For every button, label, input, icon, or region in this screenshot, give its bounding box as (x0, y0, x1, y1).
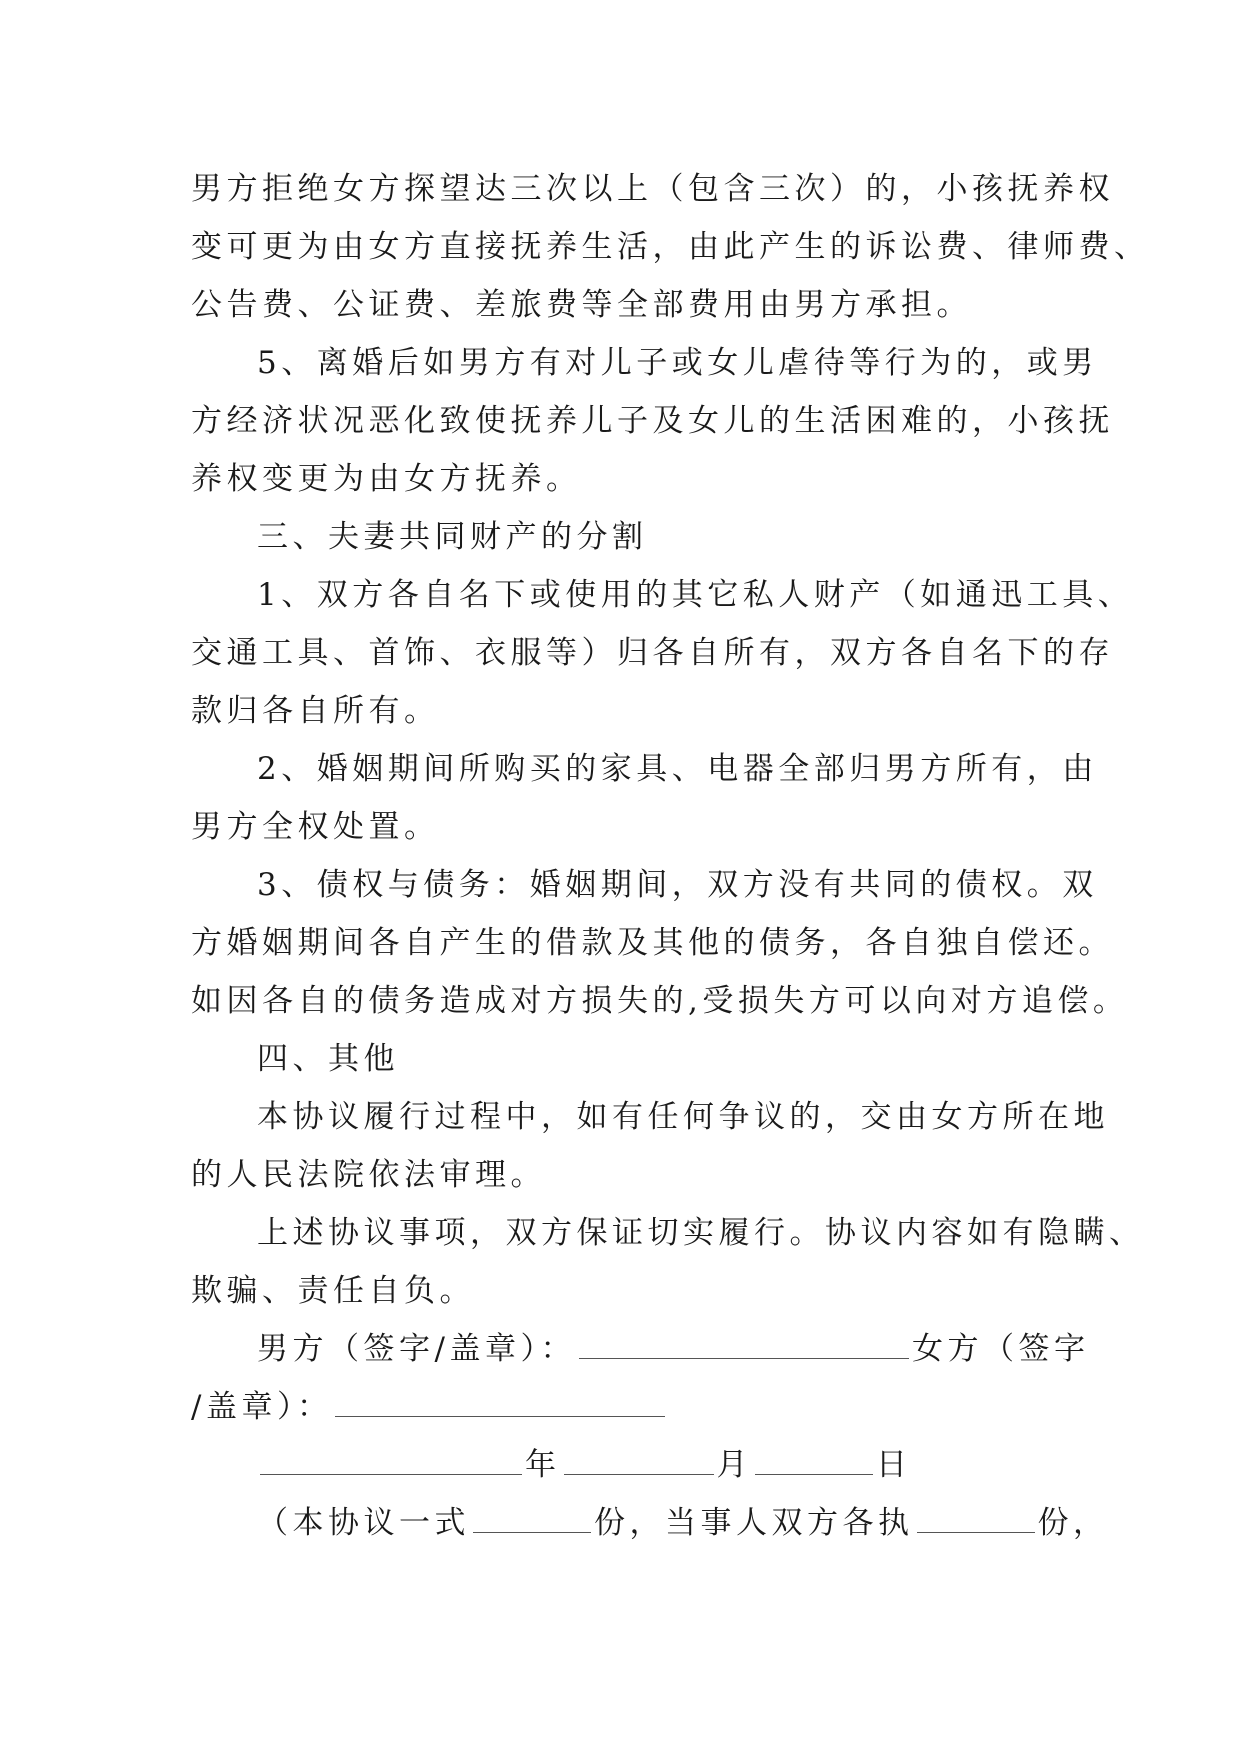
month-field[interactable] (564, 1440, 714, 1475)
female-signature-field[interactable] (335, 1382, 665, 1417)
copies-prefix: （本协议一式 (257, 1505, 470, 1541)
male-signature-field[interactable] (579, 1324, 909, 1359)
copies-line (191, 1494, 1109, 1552)
copies-middle: 份，当事人双方各执 (594, 1505, 914, 1541)
paragraph-line: 2、婚姻期间所购买的家具、电器全部归男方所有，由 (257, 751, 1098, 787)
signature-line (191, 1320, 1090, 1378)
paragraph-line: 男方拒绝女方探望达三次以上（包含三次）的，小孩抚养权 (191, 171, 1114, 207)
paragraph-line: 男方全权处置。 (191, 809, 440, 845)
day-label: 日 (876, 1447, 912, 1483)
date-line (191, 1436, 1071, 1494)
paragraph-line: 上述协议事项，双方保证切实履行。协议内容如有隐瞒、 (257, 1215, 1145, 1251)
year-label: 年 (525, 1447, 561, 1483)
female-signature-label: 女方（签字 (911, 1331, 1090, 1367)
paragraph-line: 款归各自所有。 (191, 693, 440, 729)
year-field[interactable] (260, 1440, 522, 1475)
paragraph-line: 3、债权与债务：婚姻期间，双方没有共同的债权。双 (257, 867, 1098, 903)
paragraph-line: 养权变更为由女方抚养。 (191, 461, 582, 497)
paragraph-line: 方经济状况恶化致使抚养儿子及女儿的生活困难的，小孩抚 (191, 403, 1114, 439)
copies-total-field[interactable] (473, 1498, 591, 1533)
paragraph-line: 方婚姻期间各自产生的借款及其他的债务，各自独自偿还。 (191, 925, 1114, 961)
section-heading: 三、夫妻共同财产的分割 (257, 519, 648, 555)
month-label: 月 (716, 1447, 752, 1483)
copies-each-field[interactable] (917, 1498, 1035, 1533)
paragraph-line: 本协议履行过程中，如有任何争议的，交由女方所在地 (257, 1099, 1109, 1135)
copies-suffix: 份， (1037, 1505, 1109, 1541)
paragraph-line: 欺骗、责任自负。 (191, 1273, 475, 1309)
document-page (191, 160, 1150, 1552)
male-signature-label: 男方（签字/盖章）： (257, 1331, 576, 1367)
paragraph-line: 5、离婚后如男方有对儿子或女儿虐待等行为的，或男 (257, 345, 1098, 381)
paragraph-line: 如因各自的债务造成对方损失的,受损失方可以向对方追偿。 (191, 983, 1129, 1019)
paragraph-line: 1、双方各自名下或使用的其它私人财产（如通迅工具、 (257, 577, 1134, 613)
female-signature-label-cont: /盖章）： (191, 1389, 333, 1425)
day-field[interactable] (755, 1440, 873, 1475)
paragraph-line: 变可更为由女方直接抚养生活，由此产生的诉讼费、律师费、 (191, 229, 1150, 265)
paragraph-line: 交通工具、首饰、衣服等）归各自所有，双方各自名下的存 (191, 635, 1114, 671)
paragraph-line: 公告费、公证费、差旅费等全部费用由男方承担。 (191, 287, 972, 323)
section-heading: 四、其他 (257, 1041, 399, 1077)
paragraph-line: 的人民法院依法审理。 (191, 1157, 546, 1193)
signature-line-cont (191, 1378, 1071, 1436)
